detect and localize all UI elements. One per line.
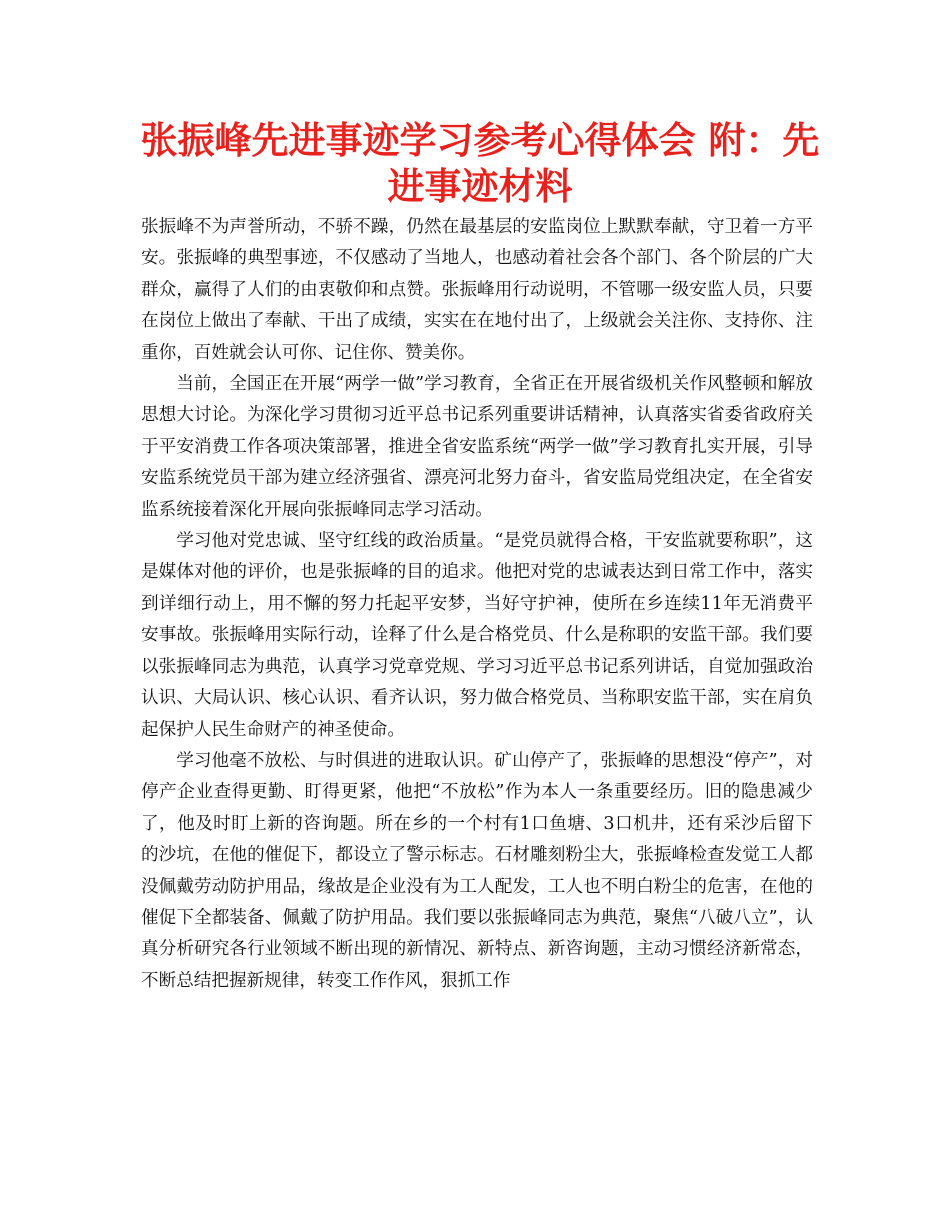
- paragraph-2: 当前，全国正在开展“两学一做”学习教育，全省正在开展省级机关作风整顿和解放思想大讨论。为深化学习贯彻习近平总书记系列重要讲话精神，认真落实省委省政府关于平安消费工作各项决策部署，推进全省安监系统“两学一做”学习教育扎实开展，引导安监系统党员干部为建立经济强省、漂亮河北努力奋斗，省安监局党组决定，在全省安监系统接着深化开展向张振峰同志学习活动。: [141, 374, 813, 520]
- paragraph-3: 学习他对党忠诚、坚守红线的政治质量。“是党员就得合格，干安监就要称职”，这是媒体对他的评价，也是张振峰的目的追求。他把对党的忠诚表达到日常工作中，落实到详细行动上，用不懈的努力托起平安梦，当好守护神，使所在乡连续11年无消费平安事故。张振峰用实际行动，诠释了什么是合格党员、什么是称职的安监干部。我们要以张振峰同志为典范，认真学习党章党规、学习习近平总书记系列讲话，自觉加强政治认识、大局认识、核心认识、看齐认识，努力做合格党员、当称职安监干部，实在肩负起保护人民生命财产的神圣使命。: [141, 531, 813, 740]
- document-body: [141, 212, 813, 997]
- paragraph-1: 张振峰不为声誉所动，不骄不躁，仍然在最基层的安监岗位上默默奉献，守卫着一方平安。张振峰的典型事迹，不仅感动了当地人，也感动着社会各个部门、各个阶层的广大群众，赢得了人们的由衷敬仰和点赞。张振峰用行动说明，不管哪一级安监人员，只要在岗位上做出了奉献、干出了成绩，实实在在地付出了，上级就会关注你、支持你、注重你，百姓就会认可你、记住你、赞美你。: [141, 217, 813, 363]
- document-title: 张振峰先进事迹学习参考心得体会 附：先进事迹材料: [140, 119, 820, 208]
- paragraph-4: 学习他毫不放松、与时俱进的进取认识。矿山停产了，张振峰的思想没“停产”，对停产企业查得更勤、盯得更紧，他把“不放松”作为本人一条重要经历。旧的隐患减少了，他及时盯上新的咨询题。所在乡的一个村有1口鱼塘、3口机井，还有采沙后留下的沙坑，在他的催促下，都设立了警示标志。石材雕刻粉尘大，张振峰检查发觉工人都没佩戴劳动防护用品，缘故是企业没有为工人配发，工人也不明白粉尘的危害，在他的催促下全都装备、佩戴了防护用品。我们要以张振峰同志为典范，聚焦“八破八立”，认真分析研究各行业领域不断出现的新情况、新特点、新咨询题，主动习惯经济新常态，不断总结把握新规律，转变工作作风，狠抓工作: [141, 750, 813, 991]
